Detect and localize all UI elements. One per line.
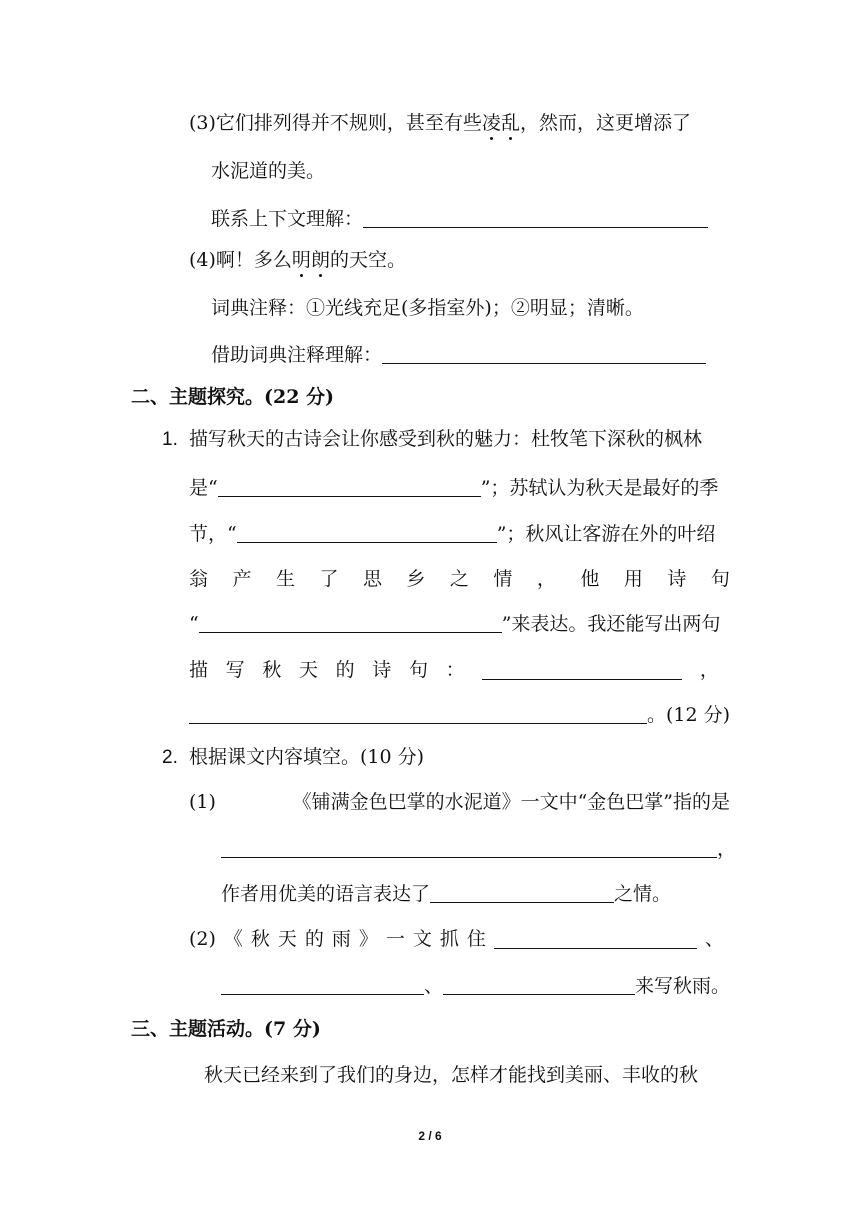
char: 乡 xyxy=(406,568,426,590)
item-4-line xyxy=(189,251,406,270)
part-label: (2) xyxy=(189,928,216,950)
char: 了 xyxy=(319,568,339,590)
char: 诗 xyxy=(372,659,392,681)
text: “ xyxy=(189,613,199,635)
char: 住 xyxy=(466,928,486,950)
char: 诗 xyxy=(667,568,687,590)
q2-part2-line1 xyxy=(189,930,724,949)
text: 是“ xyxy=(189,477,218,499)
char: 雨 xyxy=(331,928,351,950)
q2-title: 根据课文内容填空。(10 分) xyxy=(189,746,425,768)
char: 句 xyxy=(710,568,730,590)
char: 写 xyxy=(225,659,245,681)
item-4-text-end: 的天空。 xyxy=(329,249,406,271)
text: ”来表达。我还能写出两句 xyxy=(501,613,721,635)
section-3-heading: 三、主题活动。(7 分) xyxy=(131,1018,321,1040)
char: 描 xyxy=(189,659,209,681)
answer-blank[interactable] xyxy=(221,976,424,995)
q2-part1-line3 xyxy=(221,884,671,904)
answer-blank[interactable] xyxy=(443,976,635,995)
char: 天 xyxy=(298,659,318,681)
part-label: (1) xyxy=(189,791,216,813)
context-prompt xyxy=(211,209,708,229)
char: 抓 xyxy=(439,928,459,950)
dictionary-label: 借助词典注释理解： xyxy=(211,344,383,366)
text: 作者用优美的语言表达了 xyxy=(221,883,431,905)
dotted-char: 明 xyxy=(291,249,311,271)
dotted-char: 朗 xyxy=(310,249,330,271)
char: 产 xyxy=(232,568,252,590)
item-3-text-end: ，然而，这更增添了 xyxy=(519,112,691,134)
char: 《 xyxy=(223,928,243,950)
answer-blank[interactable] xyxy=(199,614,502,633)
answer-blank[interactable] xyxy=(482,661,682,680)
page-number: 2 / 6 xyxy=(418,1129,442,1143)
text: 来写秋雨。 xyxy=(635,975,731,997)
score-note: 。(12 分) xyxy=(647,704,731,726)
char: 》 xyxy=(358,928,378,950)
char: 翁 xyxy=(189,568,209,590)
answer-blank[interactable] xyxy=(189,705,647,724)
item-3-text: (3)它们排列得并不规则，甚至有些 xyxy=(189,112,482,134)
char: 的 xyxy=(335,659,355,681)
dictionary-note: 词典注释：①光线充足(多指室外)；②明显；清晰。 xyxy=(211,297,644,319)
char: 秋 xyxy=(250,928,270,950)
char: 之 xyxy=(449,568,469,590)
section-3-text: 秋天已经来到了我们的身边，怎样才能找到美丽、丰收的秋 xyxy=(204,1064,699,1086)
item-3-line2: 水泥道的美。 xyxy=(211,160,326,182)
char: 思 xyxy=(362,568,382,590)
char: 文 xyxy=(412,928,432,950)
q1-line5 xyxy=(189,614,720,634)
item-3-line1 xyxy=(189,114,691,133)
answer-blank[interactable] xyxy=(221,839,717,858)
char: 用 xyxy=(623,568,643,590)
text: ， xyxy=(717,838,737,860)
answer-blank[interactable] xyxy=(363,209,708,228)
q1-line1: 描写秋天的古诗会让你感受到秋的魅力：杜牧笔下深秋的枫林 xyxy=(189,428,703,450)
q1-line6 xyxy=(189,661,719,680)
char: 他 xyxy=(580,568,600,590)
item-4-text: (4)啊！多么 xyxy=(189,249,292,271)
char: 句 xyxy=(408,659,428,681)
char: ： xyxy=(445,659,465,681)
dotted-char: 凌 xyxy=(481,112,501,134)
text: 《铺满金色巴掌的水泥道》一文中“金色巴掌”指的是 xyxy=(292,791,730,813)
answer-blank[interactable] xyxy=(218,478,481,497)
question-2-number: 2. xyxy=(162,747,178,768)
answer-blank[interactable] xyxy=(430,884,614,903)
char: 生 xyxy=(275,568,295,590)
char: 的 xyxy=(304,928,324,950)
q1-line3 xyxy=(189,524,715,544)
q2-part2-line2 xyxy=(221,976,730,996)
context-label: 联系上下文理解： xyxy=(211,208,364,230)
char: 一 xyxy=(385,928,405,950)
q1-line2 xyxy=(189,478,718,498)
q1-line7 xyxy=(189,705,730,725)
answer-blank[interactable] xyxy=(237,524,497,543)
question-1-number: 1. xyxy=(162,429,178,450)
char: 情 xyxy=(493,568,513,590)
section-2-heading: 二、主题探究。(22 分) xyxy=(131,386,335,408)
q2-part1-line2 xyxy=(221,839,736,859)
text: ”；秋风让客游在外的叶绍 xyxy=(496,523,716,545)
char: 天 xyxy=(277,928,297,950)
char: ， xyxy=(699,659,719,681)
text: 之情。 xyxy=(614,883,672,905)
dictionary-prompt xyxy=(211,345,706,365)
text: 、 xyxy=(424,975,444,997)
q2-part1-line1 xyxy=(189,793,730,812)
char: 秋 xyxy=(262,659,282,681)
answer-blank[interactable] xyxy=(382,345,706,364)
dotted-char: 乱 xyxy=(500,112,520,134)
q1-line4 xyxy=(189,570,730,589)
answer-blank[interactable] xyxy=(494,930,697,949)
text: 节，“ xyxy=(189,523,237,545)
char: 、 xyxy=(704,928,724,950)
char: ， xyxy=(536,568,556,590)
text: ”；苏轼认为秋天是最好的季 xyxy=(480,477,719,499)
